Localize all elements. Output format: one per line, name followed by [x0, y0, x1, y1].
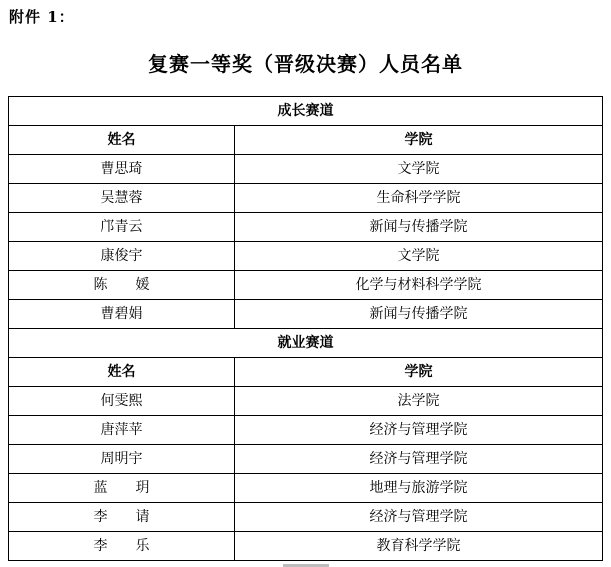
table-row	[9, 387, 603, 416]
section-title: 成长赛道	[9, 97, 603, 126]
attachment-label: 附件 1：	[9, 8, 75, 26]
college-cell: 地理与旅游学院	[235, 474, 603, 503]
name-cell: 曹碧娟	[9, 300, 235, 329]
name-cell: 周明宇	[9, 445, 235, 474]
name-cell: 康俊宇	[9, 242, 235, 271]
table-row	[9, 271, 603, 300]
table-row	[9, 184, 603, 213]
column-header-name: 姓名	[9, 126, 235, 155]
table-row	[9, 213, 603, 242]
name-cell: 曹思琦	[9, 155, 235, 184]
section-header-row	[9, 97, 603, 126]
college-cell: 文学院	[235, 155, 603, 184]
college-cell: 化学与材料科学学院	[235, 271, 603, 300]
table-row	[9, 445, 603, 474]
name-cell: 李 乐	[9, 532, 235, 561]
table-row	[9, 532, 603, 561]
name-cell: 何雯熙	[9, 387, 235, 416]
college-cell: 新闻与传播学院	[235, 300, 603, 329]
table-row	[9, 416, 603, 445]
column-header-row	[9, 358, 603, 387]
table-row	[9, 300, 603, 329]
name-cell: 唐萍苹	[9, 416, 235, 445]
table-row	[9, 474, 603, 503]
column-header-name: 姓名	[9, 358, 235, 387]
column-header-row	[9, 126, 603, 155]
college-cell: 新闻与传播学院	[235, 213, 603, 242]
document-title: 复赛一等奖（晋级决赛）人员名单	[148, 52, 463, 76]
column-header-college: 学院	[235, 126, 603, 155]
name-cell: 李 请	[9, 503, 235, 532]
table-row	[9, 242, 603, 271]
column-header-college: 学院	[235, 358, 603, 387]
section-title: 就业赛道	[9, 329, 603, 358]
college-cell: 文学院	[235, 242, 603, 271]
table-row	[9, 503, 603, 532]
college-cell: 经济与管理学院	[235, 416, 603, 445]
college-cell: 法学院	[235, 387, 603, 416]
name-cell: 吴慧蓉	[9, 184, 235, 213]
roster-table	[8, 96, 603, 561]
section-header-row	[9, 329, 603, 358]
college-cell: 生命科学学院	[235, 184, 603, 213]
college-cell: 经济与管理学院	[235, 503, 603, 532]
college-cell: 教育科学学院	[235, 532, 603, 561]
table-row	[9, 155, 603, 184]
name-cell: 蓝 玥	[9, 474, 235, 503]
college-cell: 经济与管理学院	[235, 445, 603, 474]
name-cell: 陈 媛	[9, 271, 235, 300]
name-cell: 邝青云	[9, 213, 235, 242]
